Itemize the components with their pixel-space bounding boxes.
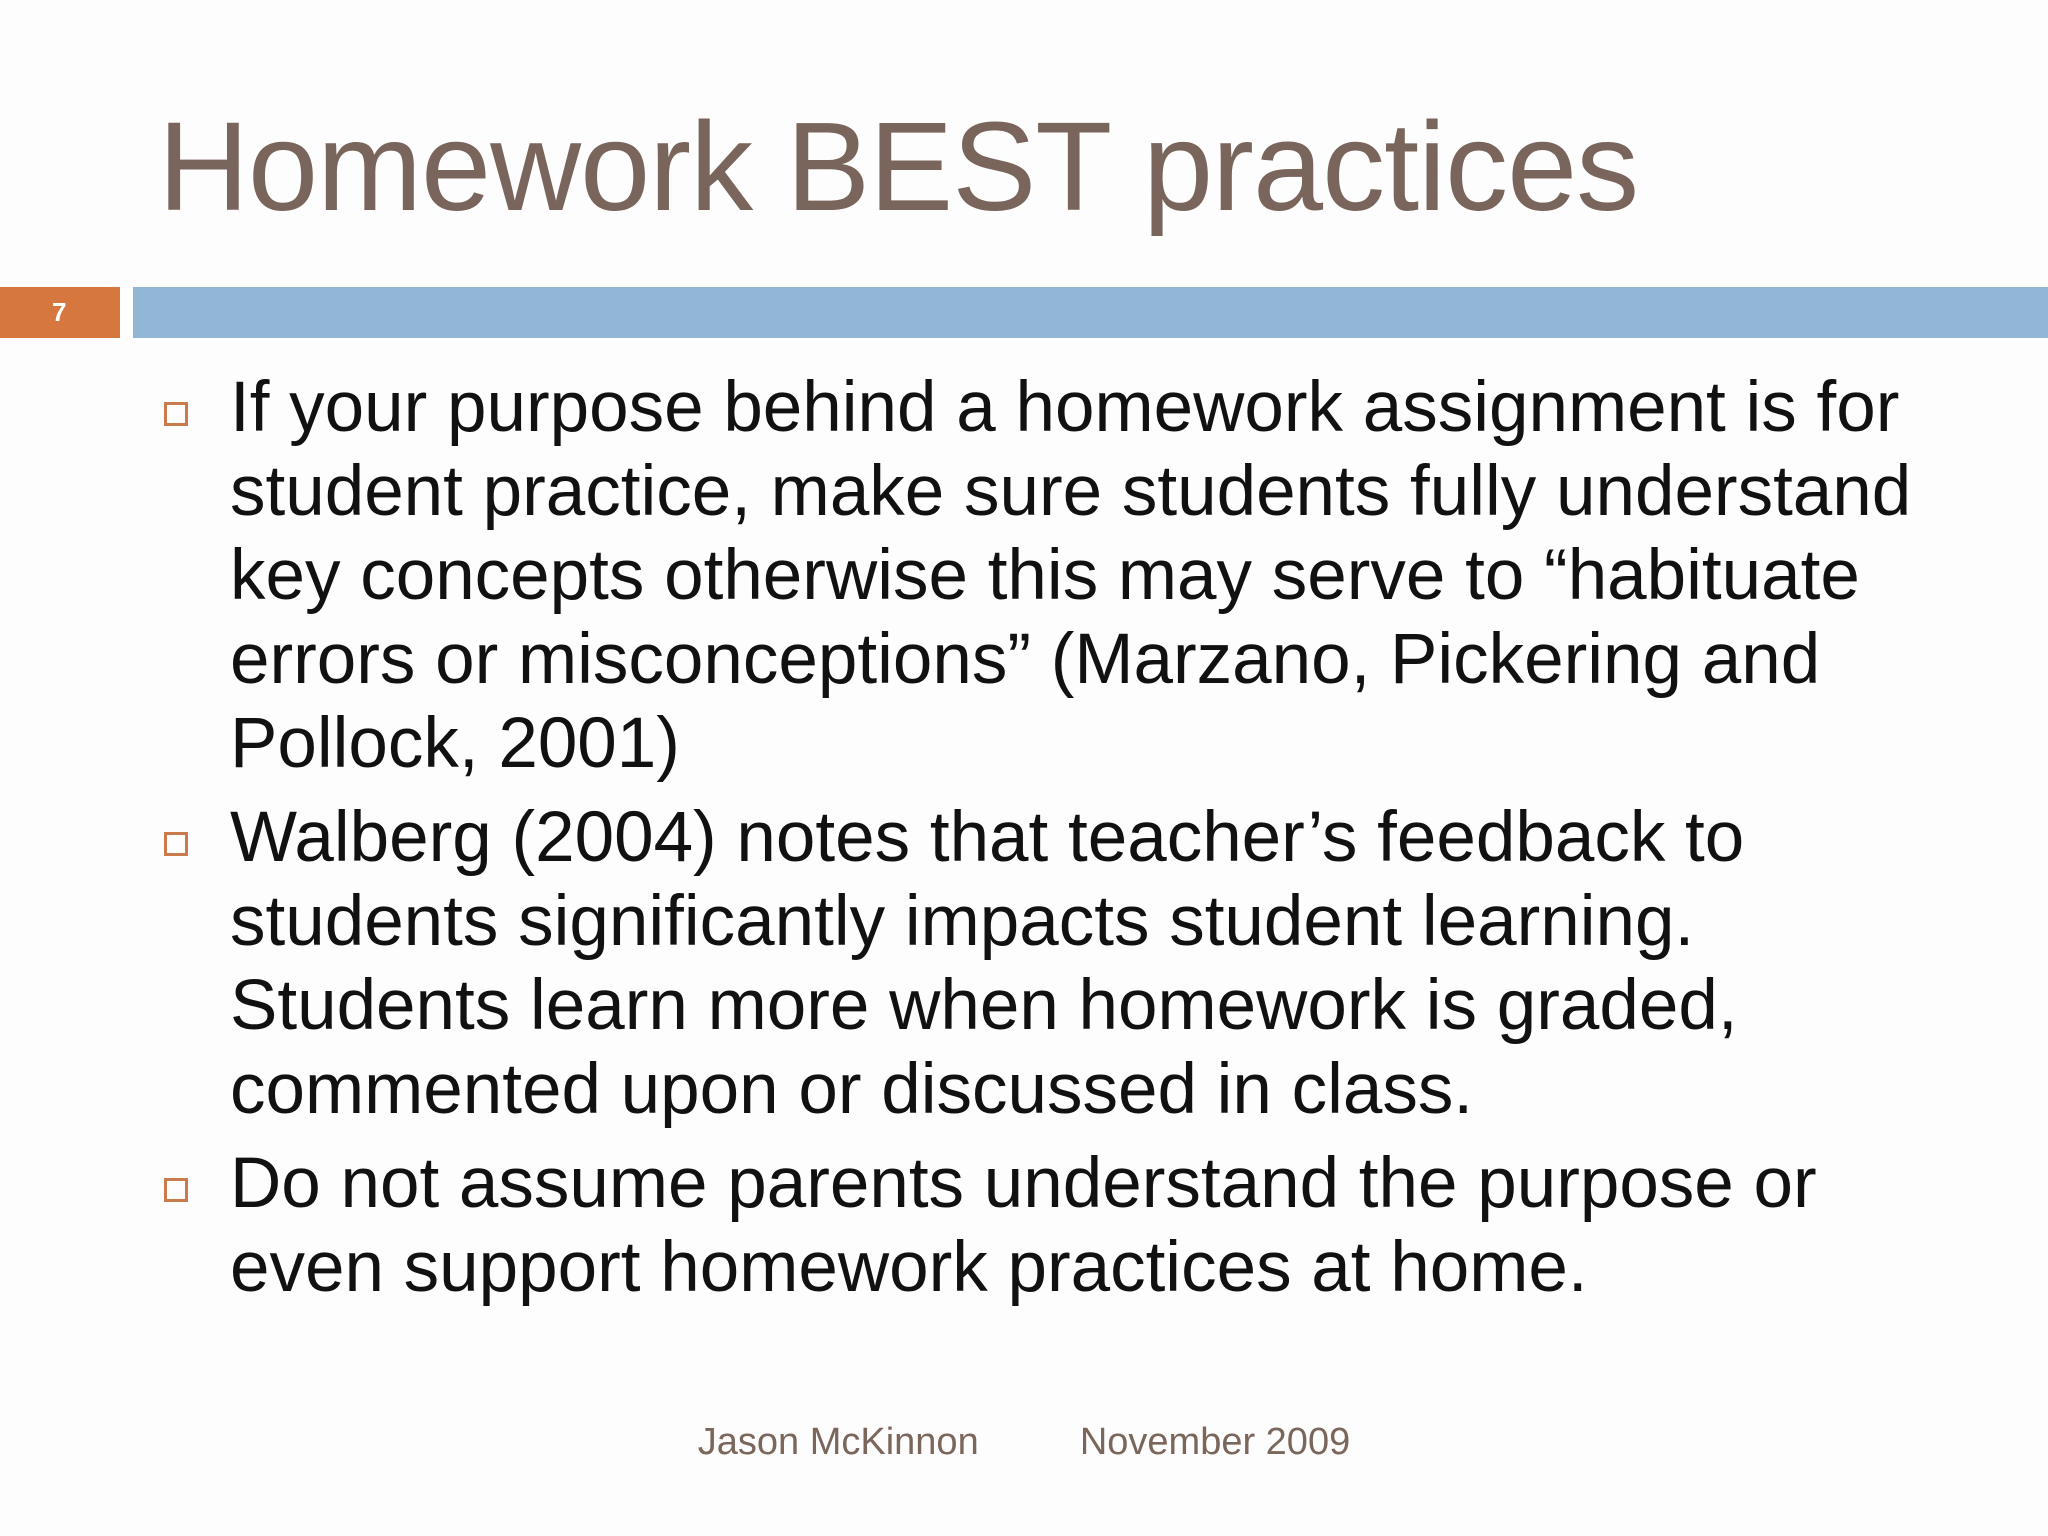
slide-footer	[0, 1420, 2048, 1464]
bullet-item	[160, 796, 1940, 1132]
bullet-item	[160, 1142, 1940, 1310]
bullet-text: If your purpose behind a homework assignment is for student practice, make sure students fully understand key concepts otherwise this may serve to “habituate errors or misconceptions” (Marzano, Pickering and Pollock, 2001)	[230, 368, 1912, 783]
footer-date: November 2009	[1079, 1421, 1351, 1463]
bullet-list	[160, 366, 1940, 1310]
square-bullet-icon	[164, 1178, 188, 1202]
title-underline-bar	[133, 287, 2048, 338]
slide-number-badge	[0, 287, 120, 338]
square-bullet-icon	[164, 402, 188, 426]
bullet-item	[160, 366, 1940, 786]
bullet-text: Do not assume parents understand the purpose or even support homework practices at home.	[230, 1144, 1817, 1307]
slide-number: 7	[52, 297, 67, 327]
footer-author: Jason McKinnon	[697, 1421, 979, 1463]
bullet-text: Walberg (2004) notes that teacher’s feedback to students significantly impacts student learning. Students learn more when homework is graded, commented upon or discussed in class.	[230, 798, 1745, 1129]
square-bullet-icon	[164, 832, 188, 856]
slide-title: Homework BEST practices	[158, 96, 1639, 237]
